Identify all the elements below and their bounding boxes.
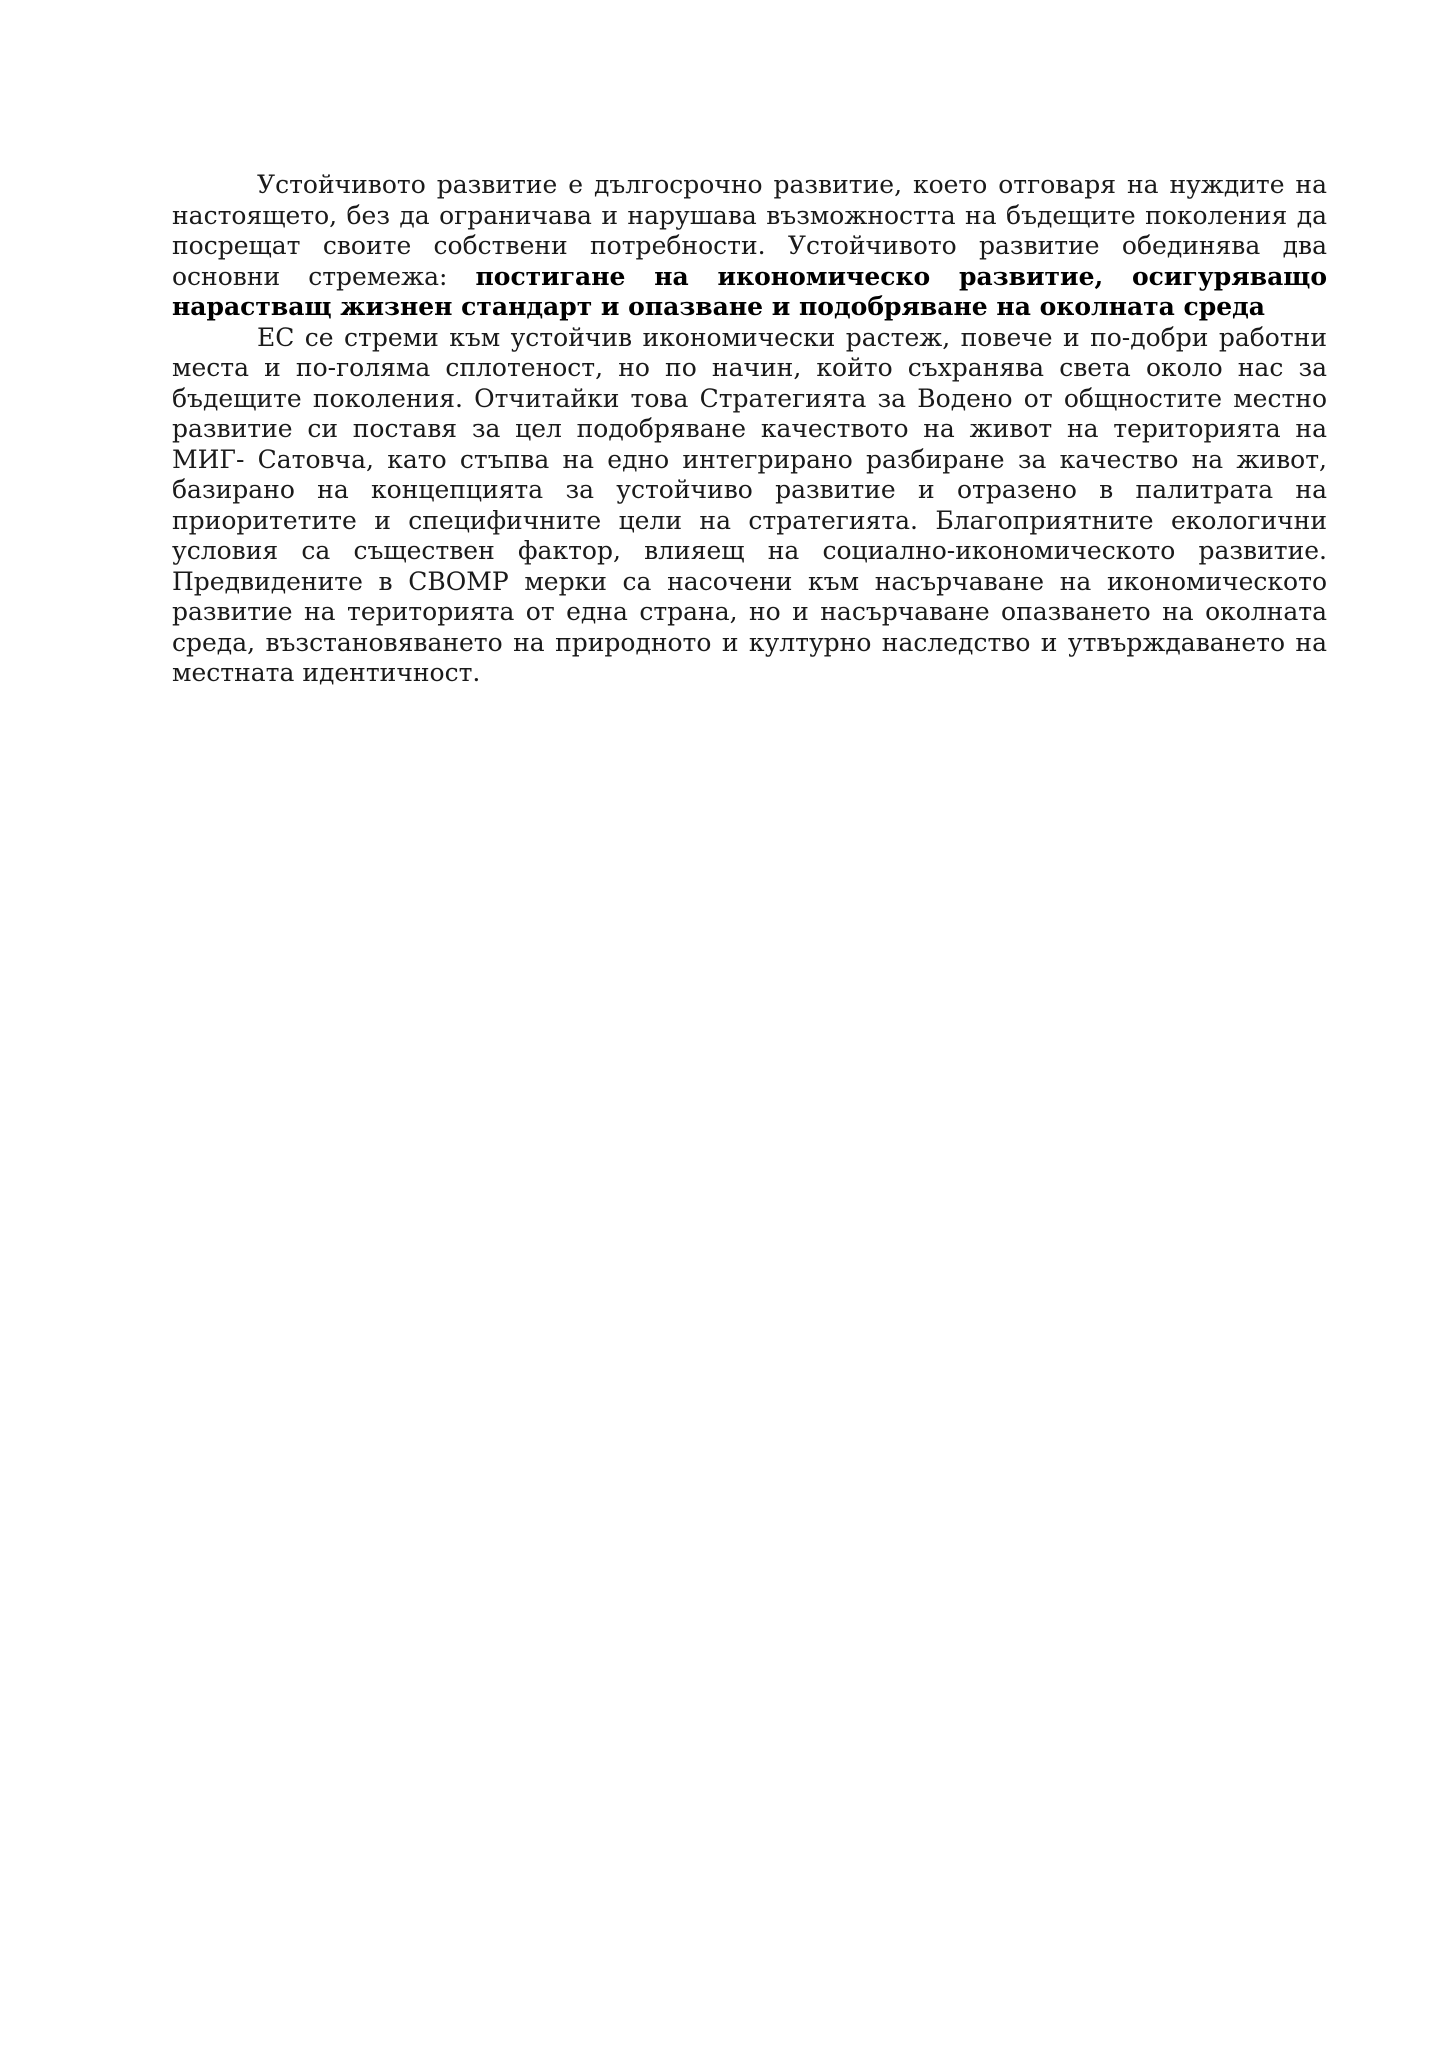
paragraph-text: Устойчивото развитие е дългосрочно развитие, което отговаря на нуждите на настоящето, без да ограничава и нарушава възможността на бъдещите поколения да посрещат своите собствени потребности. Устойчивото развитие обединява два основни стремежа: xyxy=(172,170,1327,291)
paragraph-eu-strategy: ЕС се стреми към устойчив икономически растеж, повече и по-добри работни места и по-голяма сплотеност, но по начин, който съхранява света около нас за бъдещите поколения. Отчитайки това Стратегията за Водено от общностите местно развитие си поставя за цел подобряване качеството на живот на територията на МИГ- Сатовча, като стъпва на едно интегрирано разбиране за качество на живот, базирано на концепцията за устойчиво развитие и отразено в палитрата на приоритетите и специфичните цели на стратегията. Благоприятните екологични условия са съществен фактор, влияещ на социално-икономическото развитие. Предвидените в СВОМР мерки са насочени към насърчаване на икономическото развитие на територията от една страна, но и насърчаване опазването на околната среда, възстановяването на природното и културно наследство и утвърждаването на местната идентичност. xyxy=(172,322,1327,687)
paragraph-bold-text: постигане на икономическо развитие, осигуряващо нарастващ жизнен стандарт и опазване и подобряване на околната среда xyxy=(172,261,1327,321)
paragraph-sustainable-development xyxy=(172,170,1327,323)
body-text xyxy=(172,170,1327,689)
